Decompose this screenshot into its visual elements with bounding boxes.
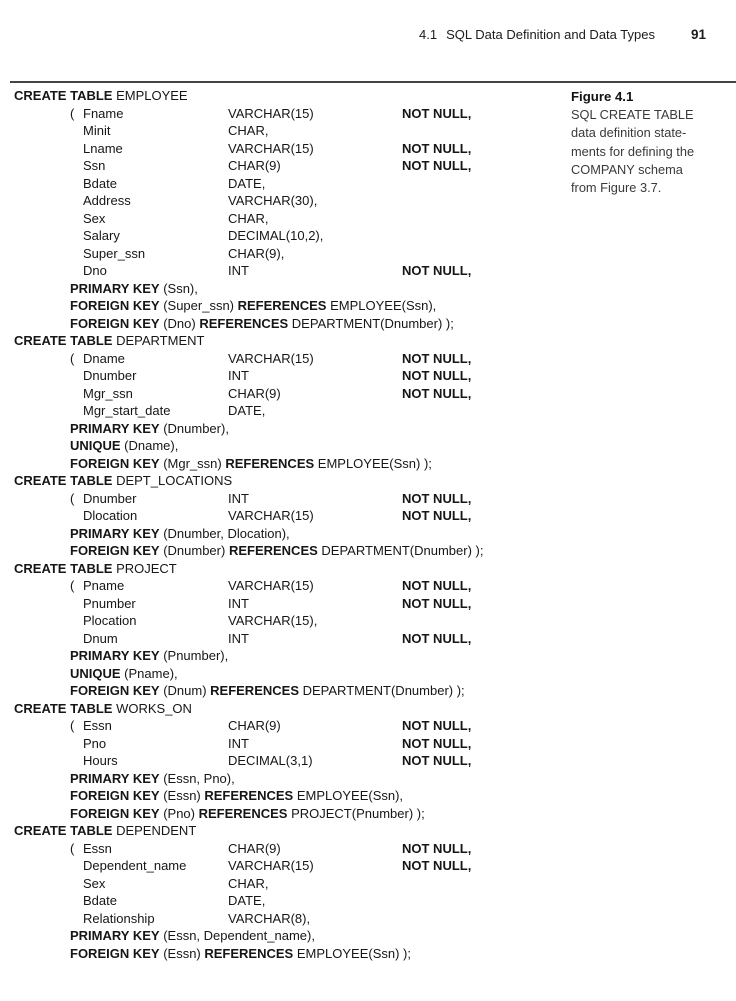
attribute-type: DATE, <box>228 403 266 418</box>
attribute-type: VARCHAR(15) <box>228 140 314 156</box>
not-null-constraint: NOT NULL, <box>402 595 472 611</box>
attribute-row <box>0 577 570 595</box>
not-null-constraint: NOT NULL, <box>402 718 472 733</box>
attribute-type: VARCHAR(30), <box>228 193 318 208</box>
attribute-name: Dlocation <box>83 508 138 523</box>
figure-caption-line: SQL CREATE TABLE <box>571 107 694 123</box>
attribute-row <box>0 595 570 613</box>
attribute-name: Pno <box>83 735 107 751</box>
not-null-constraint: NOT NULL, <box>402 158 472 173</box>
create-table-heading <box>0 822 570 840</box>
constraint-keyword: UNIQUE <box>70 438 121 453</box>
open-paren: ( <box>70 578 75 593</box>
attribute-name: Pnumber <box>83 595 136 611</box>
constraint-row <box>0 315 570 333</box>
create-table-heading <box>0 87 570 105</box>
keyword-create-table: CREATE TABLE <box>14 88 113 103</box>
constraint-row <box>0 280 570 298</box>
not-null-constraint: NOT NULL, <box>402 368 472 383</box>
attribute-type: CHAR, <box>228 123 269 138</box>
attribute-type: CHAR(9) <box>228 385 281 401</box>
constraint-keyword: REFERENCES <box>199 315 289 331</box>
attribute-name: Bdate <box>83 893 117 908</box>
attribute-name: Dependent_name <box>83 858 187 873</box>
constraint-keyword: PRIMARY KEY <box>70 525 160 541</box>
constraint-text: (Dname), <box>120 438 179 453</box>
constraint-text: (Mgr_ssn) <box>159 455 226 471</box>
attribute-type: INT <box>228 630 249 646</box>
constraint-keyword: PRIMARY KEY <box>70 280 160 296</box>
attribute-row <box>0 507 570 525</box>
table-name: DEPARTMENT <box>112 333 205 348</box>
constraint-keyword: FOREIGN KEY <box>70 543 160 558</box>
constraint-text: (Dno) <box>159 315 200 331</box>
table-name: DEPENDENT <box>112 823 197 838</box>
keyword-create-table: CREATE TABLE <box>14 560 113 576</box>
constraint-keyword: REFERENCES <box>210 683 299 698</box>
constraint-keyword: REFERENCES <box>237 298 327 313</box>
attribute-name: Mgr_start_date <box>83 403 171 418</box>
attribute-type: INT <box>228 490 249 506</box>
attribute-name: Super_ssn <box>83 245 146 261</box>
attribute-type: INT <box>228 595 249 611</box>
table-name: EMPLOYEE <box>112 88 188 103</box>
attribute-row <box>0 210 570 228</box>
constraint-row <box>0 682 570 700</box>
constraint-text: (Essn, Dependent_name), <box>159 928 315 943</box>
constraint-text: EMPLOYEE(Ssn) ); <box>293 945 411 961</box>
figure-caption <box>571 88 731 197</box>
constraint-keyword: FOREIGN KEY <box>70 805 160 821</box>
attribute-row <box>0 752 570 770</box>
constraint-row <box>0 945 570 963</box>
keyword-create-table: CREATE TABLE <box>14 473 113 488</box>
attribute-row <box>0 262 570 280</box>
attribute-row <box>0 490 570 508</box>
attribute-name: Ssn <box>83 158 106 173</box>
constraint-text: EMPLOYEE(Ssn), <box>293 788 404 803</box>
not-null-constraint: NOT NULL, <box>402 840 472 856</box>
attribute-type: DECIMAL(10,2), <box>228 228 324 243</box>
attribute-type: CHAR(9) <box>228 718 281 733</box>
attribute-row <box>0 875 570 893</box>
figure-caption-line: data definition state- <box>571 125 687 141</box>
attribute-name: Sex <box>83 875 106 891</box>
constraint-text: (Essn, Pno), <box>159 770 235 786</box>
not-null-constraint: NOT NULL, <box>402 385 472 401</box>
section-title: SQL Data Definition and Data Types <box>446 27 655 42</box>
constraint-keyword: FOREIGN KEY <box>70 298 160 313</box>
figure-caption-line: COMPANY schema <box>571 161 683 177</box>
attribute-row <box>0 122 570 140</box>
attribute-name: Sex <box>83 210 106 226</box>
attribute-type: DECIMAL(3,1) <box>228 753 313 768</box>
attribute-row <box>0 857 570 875</box>
attribute-row <box>0 105 570 123</box>
table-name: PROJECT <box>112 560 177 576</box>
attribute-type: VARCHAR(8), <box>228 910 311 926</box>
attribute-row <box>0 350 570 368</box>
attribute-row <box>0 245 570 263</box>
not-null-constraint: NOT NULL, <box>402 858 472 873</box>
attribute-name: Dnum <box>83 630 118 646</box>
attribute-type: CHAR(9) <box>228 158 281 173</box>
constraint-text: DEPARTMENT(Dnumber) ); <box>317 543 484 558</box>
open-paren: ( <box>70 105 75 121</box>
attribute-name: Address <box>83 193 131 208</box>
constraint-keyword: PRIMARY KEY <box>70 420 160 436</box>
attribute-name: Hours <box>83 753 118 768</box>
create-table-heading <box>0 560 570 578</box>
constraint-keyword: FOREIGN KEY <box>70 315 160 331</box>
attribute-type: VARCHAR(15), <box>228 613 318 628</box>
attribute-type: VARCHAR(15) <box>228 858 314 873</box>
attribute-type: VARCHAR(15) <box>228 578 314 593</box>
figure-label: Figure 4.1 <box>571 89 634 104</box>
constraint-keyword: FOREIGN KEY <box>70 788 160 803</box>
attribute-name: Dname <box>83 350 125 366</box>
attribute-name: Plocation <box>83 613 137 628</box>
constraint-text: (Pno) <box>159 805 199 821</box>
top-rule-divider <box>10 81 736 83</box>
attribute-name: Essn <box>83 718 112 733</box>
constraint-row <box>0 805 570 823</box>
constraint-keyword: FOREIGN KEY <box>70 945 160 961</box>
table-name: DEPT_LOCATIONS <box>112 473 233 488</box>
attribute-type: INT <box>228 263 249 278</box>
attribute-row <box>0 717 570 735</box>
constraint-keyword: REFERENCES <box>204 788 294 803</box>
section-number: 4.1 <box>419 27 438 42</box>
constraint-text: (Ssn), <box>159 280 198 296</box>
constraint-text: (Essn) <box>159 788 205 803</box>
not-null-constraint: NOT NULL, <box>402 105 472 121</box>
not-null-constraint: NOT NULL, <box>402 630 472 646</box>
constraint-keyword: FOREIGN KEY <box>70 455 160 471</box>
attribute-row <box>0 157 570 175</box>
constraint-text: (Essn) <box>159 945 205 961</box>
attribute-name: Essn <box>83 840 112 856</box>
attribute-row <box>0 140 570 158</box>
keyword-create-table: CREATE TABLE <box>14 700 113 716</box>
constraint-row <box>0 927 570 945</box>
not-null-constraint: NOT NULL, <box>402 753 472 768</box>
constraint-text: (Super_ssn) <box>159 298 238 313</box>
attribute-type: DATE, <box>228 175 266 191</box>
not-null-constraint: NOT NULL, <box>402 490 472 506</box>
not-null-constraint: NOT NULL, <box>402 578 472 593</box>
attribute-name: Dnumber <box>83 368 137 383</box>
attribute-name: Dno <box>83 263 107 278</box>
attribute-row <box>0 385 570 403</box>
figure-caption-line: from Figure 3.7. <box>571 180 662 196</box>
attribute-type: VARCHAR(15) <box>228 350 314 366</box>
constraint-row <box>0 437 570 455</box>
sql-code-listing <box>0 87 570 962</box>
open-paren: ( <box>70 490 75 506</box>
constraint-row <box>0 542 570 560</box>
create-table-heading <box>0 700 570 718</box>
keyword-create-table: CREATE TABLE <box>14 333 113 348</box>
constraint-text: (Pnumber), <box>159 648 229 663</box>
constraint-text: DEPARTMENT(Dnumber) ); <box>288 315 454 331</box>
attribute-name: Lname <box>83 140 123 156</box>
constraint-keyword: PRIMARY KEY <box>70 928 160 943</box>
page-number: 91 <box>690 27 706 42</box>
attribute-type: VARCHAR(15) <box>228 508 314 523</box>
attribute-row <box>0 910 570 928</box>
not-null-constraint: NOT NULL, <box>402 508 472 523</box>
attribute-type: CHAR, <box>228 210 269 226</box>
constraint-text: DEPARTMENT(Dnumber) ); <box>299 683 465 698</box>
constraint-keyword: REFERENCES <box>228 543 318 558</box>
constraint-row <box>0 297 570 315</box>
not-null-constraint: NOT NULL, <box>402 140 472 156</box>
attribute-name: Bdate <box>83 175 117 191</box>
attribute-type: VARCHAR(15) <box>228 105 314 121</box>
running-head <box>0 27 706 42</box>
attribute-row <box>0 735 570 753</box>
constraint-text: (Dnumber) <box>159 543 229 558</box>
constraint-text: (Dnumber), <box>159 420 229 436</box>
attribute-name: Salary <box>83 228 120 243</box>
constraint-keyword: PRIMARY KEY <box>70 648 160 663</box>
create-table-heading <box>0 332 570 350</box>
not-null-constraint: NOT NULL, <box>402 350 472 366</box>
attribute-name: Pname <box>83 578 125 593</box>
keyword-create-table: CREATE TABLE <box>14 823 113 838</box>
attribute-name: Fname <box>83 105 124 121</box>
attribute-row <box>0 892 570 910</box>
table-name: WORKS_ON <box>112 700 192 716</box>
constraint-row <box>0 665 570 683</box>
open-paren: ( <box>70 840 75 856</box>
constraint-keyword: REFERENCES <box>204 945 294 961</box>
not-null-constraint: NOT NULL, <box>402 263 472 278</box>
constraint-keyword: PRIMARY KEY <box>70 770 160 786</box>
constraint-keyword: UNIQUE <box>70 665 121 681</box>
attribute-row <box>0 175 570 193</box>
attribute-row <box>0 367 570 385</box>
attribute-type: INT <box>228 735 249 751</box>
constraint-keyword: FOREIGN KEY <box>70 683 160 698</box>
attribute-row <box>0 227 570 245</box>
attribute-type: CHAR, <box>228 875 269 891</box>
constraint-row <box>0 647 570 665</box>
constraint-text: PROJECT(Pnumber) ); <box>287 805 425 821</box>
constraint-text: EMPLOYEE(Ssn) ); <box>314 455 432 471</box>
attribute-type: CHAR(9) <box>228 840 281 856</box>
constraint-row <box>0 770 570 788</box>
attribute-type: DATE, <box>228 893 266 908</box>
attribute-row <box>0 402 570 420</box>
constraint-text: (Pname), <box>120 665 178 681</box>
attribute-row <box>0 630 570 648</box>
create-table-heading <box>0 472 570 490</box>
constraint-keyword: REFERENCES <box>225 455 315 471</box>
not-null-constraint: NOT NULL, <box>402 735 472 751</box>
attribute-row <box>0 612 570 630</box>
attribute-type: INT <box>228 368 249 383</box>
attribute-name: Mgr_ssn <box>83 385 133 401</box>
constraint-text: EMPLOYEE(Ssn), <box>326 298 437 313</box>
constraint-row <box>0 420 570 438</box>
constraint-row <box>0 455 570 473</box>
attribute-name: Dnumber <box>83 490 137 506</box>
attribute-row <box>0 840 570 858</box>
constraint-row <box>0 787 570 805</box>
constraint-row <box>0 525 570 543</box>
figure-caption-line: ments for defining the <box>571 143 695 159</box>
constraint-keyword: REFERENCES <box>198 805 288 821</box>
attribute-row <box>0 192 570 210</box>
attribute-type: CHAR(9), <box>228 245 285 261</box>
constraint-text: (Dnum) <box>159 683 211 698</box>
open-paren: ( <box>70 718 75 733</box>
attribute-name: Relationship <box>83 910 155 926</box>
attribute-name: Minit <box>83 123 111 138</box>
constraint-text: (Dnumber, Dlocation), <box>159 525 290 541</box>
open-paren: ( <box>70 350 75 366</box>
